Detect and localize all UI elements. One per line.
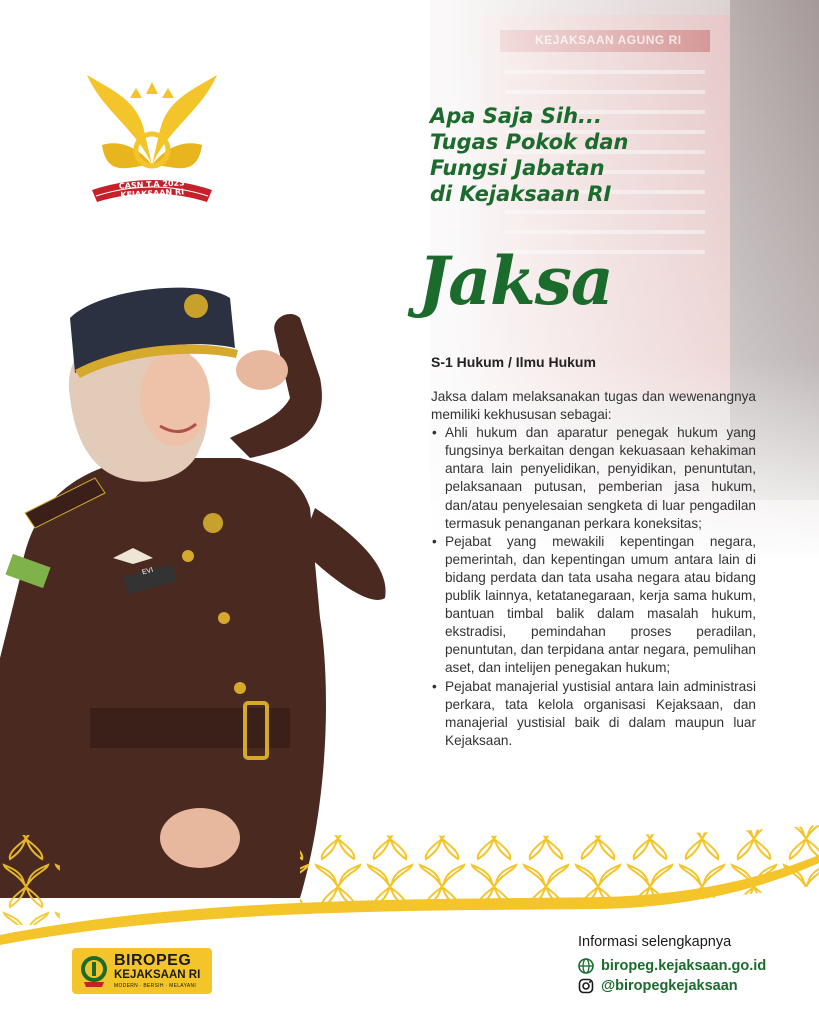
biropeg-tagline: MODERN · BERSIH · MELAYANI <box>114 983 197 989</box>
qualification: S-1 Hukum / Ilmu Hukum <box>431 354 596 370</box>
website-link[interactable] <box>578 958 766 974</box>
headline <box>430 103 730 207</box>
duties-text <box>431 388 756 750</box>
biropeg-logo <box>72 948 212 994</box>
headline-line3: Fungsi Jabatan <box>430 156 605 180</box>
bullet: • <box>432 533 437 549</box>
logo-ribbon-line2: KEJAKSAAN RI <box>120 187 185 200</box>
gold-ornament-wave <box>0 815 819 945</box>
globe-icon <box>578 958 594 974</box>
intro-text: Jaksa dalam melaksanakan tugas dan wewenangnya memiliki kekhususan sebagai: <box>431 389 756 423</box>
list-item <box>431 424 756 533</box>
logo-ribbon-line1: CASN T.A 2023 <box>118 178 185 191</box>
officer-photo <box>0 278 400 898</box>
building-sign: KEJAKSAAN AGUNG RI <box>535 33 682 47</box>
list-item <box>431 533 756 678</box>
instagram-icon <box>578 978 594 994</box>
page-title: Jaksa <box>418 242 613 320</box>
bullet: • <box>432 678 437 694</box>
duty-text: Pejabat manajerial yustisial antara lain administrasi perkara, tata kelola organisasi Kejaksaan, dan manajerial yustisial baik di dalam maupun luar Kejaksaan. <box>445 678 756 748</box>
biropeg-subtitle: KEJAKSAAN RI <box>114 969 201 981</box>
duty-text: Ahli hukum dan aparatur penegak hukum yang fungsinya berkaitan dengan kekuasaan kehakiman antara lain penyelidikan, penyidikan, penuntutan, pelaksanaan putusan, pemberian jasa hukum, dan/atau penyelesaian sengketa di luar pengadilan termasuk penanganan perkara koneksitas; <box>445 425 756 531</box>
duty-text: Pejabat yang mewakili kepentingan negara, pemerintah, dan kepentingan umum antara lain di bidang perdata dan tata usaha negara atau bidang publik lainnya, ketatanegaraan, kerja sama hukum, bantuan timbal balik dalam masalah hukum, ekstradisi, pemindahan proses peradilan, penuntutan, dan terpidana antar negara, pemulihan aset, dan intelijen penegakan hukum; <box>445 533 756 676</box>
name-tag: EVI <box>141 566 155 577</box>
info-title: Informasi selengkapnya <box>578 934 732 950</box>
instagram-link[interactable] <box>578 978 738 994</box>
headline-line4: di Kejaksaan RI <box>430 182 612 206</box>
list-item <box>431 678 756 750</box>
biropeg-title: BIROPEG <box>114 952 192 969</box>
bullet: • <box>432 425 437 441</box>
website-text: biropeg.kejaksaan.go.id <box>601 958 767 974</box>
instagram-text: @biropegkejaksaan <box>601 978 738 994</box>
kejaksaan-emblem-icon <box>78 954 110 988</box>
duties-list <box>431 424 756 750</box>
headline-line1: Apa Saja Sih... <box>430 104 602 128</box>
headline-line2: Tugas Pokok dan <box>430 130 629 154</box>
